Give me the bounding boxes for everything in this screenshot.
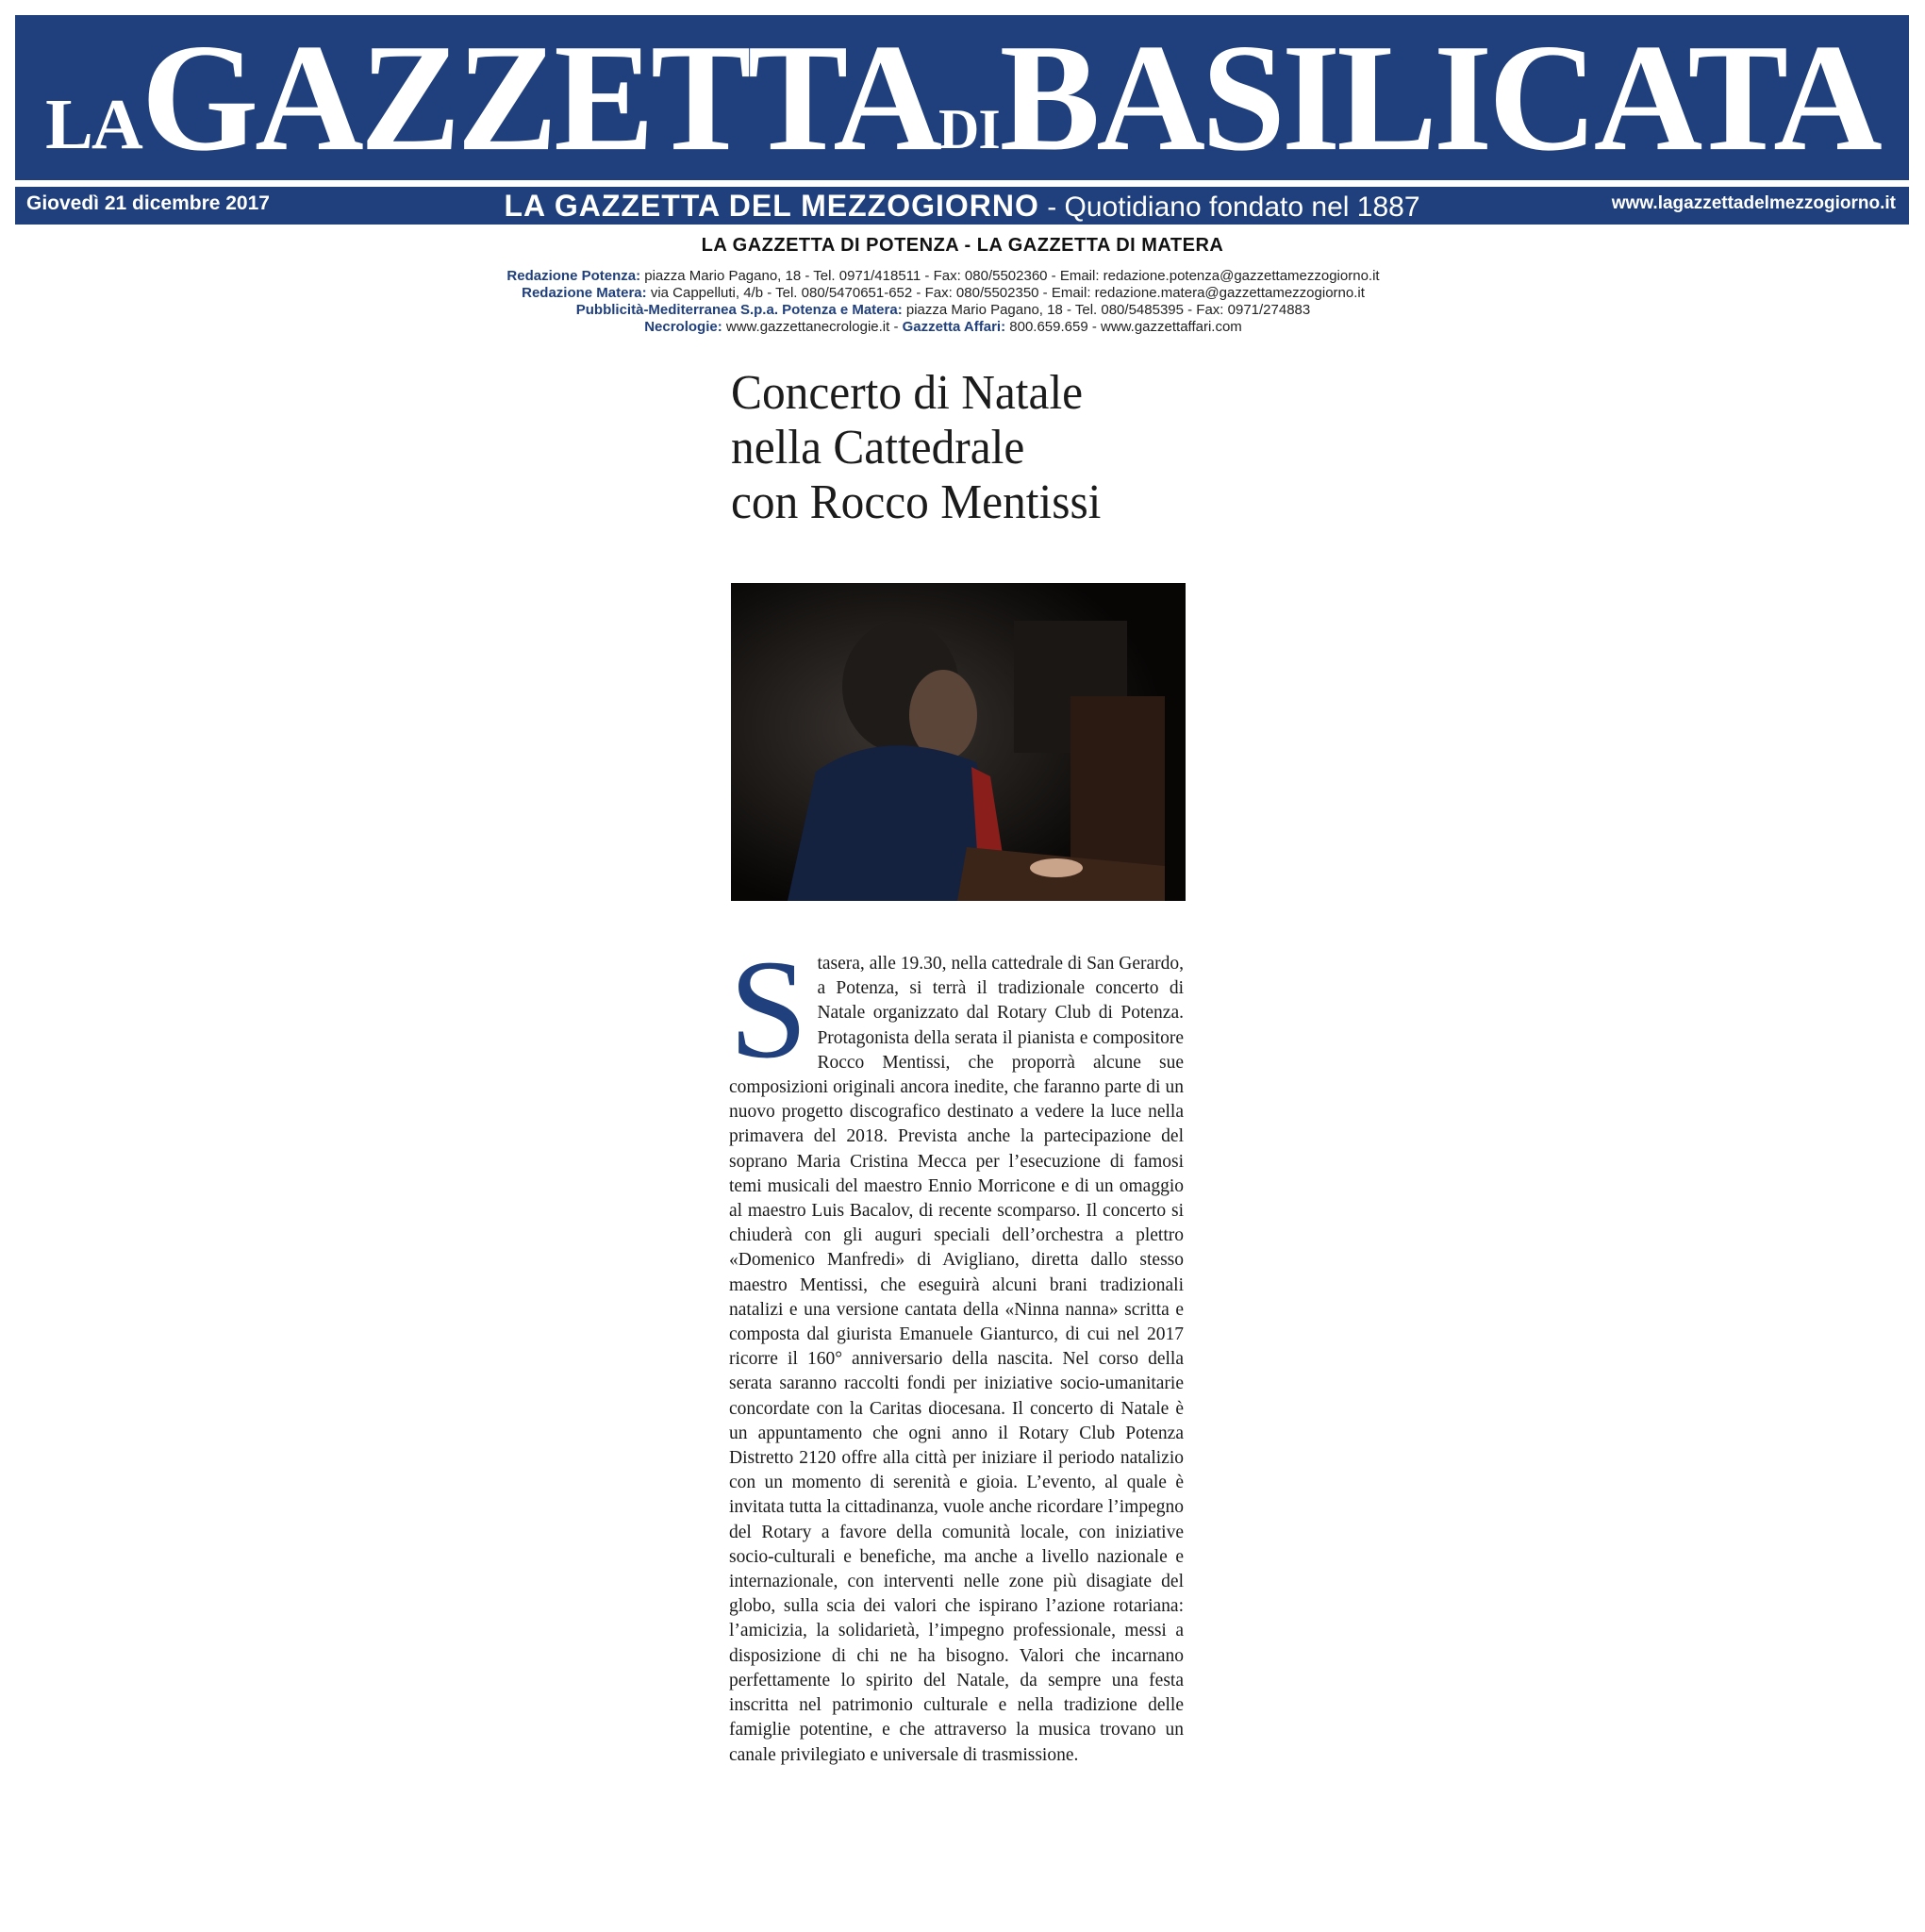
contact-text: via Cappelluti, 4/b - Tel. 080/5470651-652 - Fax: 080/5502350 - Email: redazione.matera@gazzettamezzogiorno.it — [646, 285, 1365, 301]
article-text: tasera, alle 19.30, nella cattedrale di San Gerardo, a Potenza, si terrà il tradizionale concerto di Natale organizzato dal Rotary Club di Potenza. Protagonista della serata il pianista e compositore Rocco Mentissi, che proporrà alcune sue composizioni originali ancora inedite, che faranno parte di un nuovo progetto discografico destinato a vedere la luce nella primavera del 2018. Prevista anche la partecipazione del soprano Maria Cristina Mecca per l’esecuzione di famosi temi musicali del maestro Ennio Morricone e di un omaggio al maestro Luis Bacalov, di recente scomparso. Il concerto si chiuderà con gli auguri speciali dell’orchestra a plettro «Domenico Manfredi» di Avigliano, diretta dallo stesso maestro Mentissi, che eseguirà alcuni brani tradizionali natalizi e una versione cantata della «Ninna nanna» scritta e composta dal giurista Emanuele Gianturco, di cui nel 2017 ricorre il 160° anniversario della nascita. Nel corso della serata saranno raccolti fondi per iniziative socio-umanitarie concordate con la Caritas diocesana. Il concerto di Natale è un appuntamento che ogni anno il Rotary Club Potenza Distretto 2120 offre alla città per iniziare il periodo natalizio con un momento di serenità e gioia. L’evento, al quale è invitata tutta la cittadinanza, vuole anche ricordare l’impegno del Rotary a favore della comunità locale, con iniziative socio-culturali e benefiche, ma anche a livello nazionale e internazionale, con interventi nelle zone più disagiate del globo, sulla scia dei valori che ispirano l’azione rotariana: l’amicizia, la solidarietà, l’impegno professionale, messi a disposizione di chi ne ha bisogno. Valori che incarnano perfettamente lo spirito del Natale, da sempre una festa inscritta nel patrimonio culturale e nella tradizione delle famiglie potentine, e che attraverso la musica trovano un canale privilegiato e universale di trasmissione. — [729, 954, 1184, 1765]
contact-text: piazza Mario Pagano, 18 - Tel. 0971/418511 - Fax: 080/5502360 - Email: redazione.potenza@gazzettamezzogiorno.it — [640, 268, 1380, 284]
pianist-photo — [731, 583, 1186, 901]
drop-cap: S — [729, 931, 808, 1088]
contact-line — [472, 319, 1415, 336]
contact-label: Pubblicità-Mediterranea S.p.a. Potenza e Matera: — [575, 302, 903, 318]
pianist-face — [909, 670, 977, 760]
contact-label: Redazione Potenza: — [506, 268, 641, 284]
masthead — [15, 11, 1909, 183]
contact-line — [472, 285, 1415, 302]
logo-la: LA — [45, 85, 141, 164]
article-body — [729, 931, 1184, 1768]
contact-line — [472, 268, 1415, 285]
dateline-bar — [15, 187, 1909, 225]
contact-text: 800.659.659 - www.gazzettaffari.com — [1005, 319, 1242, 335]
subeditions: LA GAZZETTA DI POTENZA - LA GAZZETTA DI MATERA — [701, 235, 1224, 256]
logo-gazzetta: GAZZETTA — [141, 11, 939, 183]
headline-line: con Rocco Mentissi — [731, 475, 1102, 529]
logo-di: DI — [938, 98, 1000, 160]
logo-basilicata: BASILICATA — [999, 11, 1879, 183]
headline-line: Concerto di Natale — [731, 366, 1084, 420]
newspaper-logo — [15, 11, 1909, 183]
contact-label: Gazzetta Affari: — [902, 319, 1006, 335]
article-headline — [731, 366, 1233, 530]
contacts-block — [472, 268, 1415, 336]
parent-paper-tagline: - Quotidiano fondato nel 1887 — [1038, 192, 1420, 223]
contact-line — [472, 302, 1415, 319]
headline-line: nella Cattedrale — [731, 421, 1025, 475]
article-photo — [731, 583, 1186, 901]
parent-paper-name: LA GAZZETTA DEL MEZZOGIORNO — [504, 189, 1039, 223]
contact-text: www.gazzettanecrologie.it - — [722, 319, 903, 335]
website-url: www.lagazzettadelmezzogiorno.it — [1611, 193, 1896, 213]
issue-date: Giovedì 21 dicembre 2017 — [26, 192, 270, 214]
pianist-hands — [1030, 858, 1083, 877]
contact-text: piazza Mario Pagano, 18 - Tel. 080/5485395 - Fax: 0971/274883 — [902, 302, 1311, 318]
contact-label: Redazione Matera: — [522, 285, 647, 301]
piano-body — [1070, 696, 1165, 866]
contact-label: Necrologie: — [644, 319, 722, 335]
